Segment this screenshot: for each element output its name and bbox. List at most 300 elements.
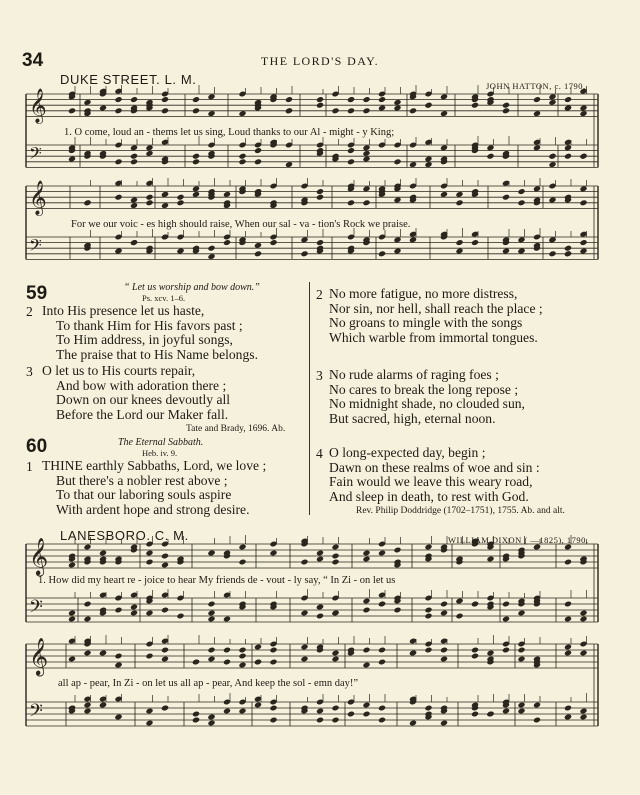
note-head [548,197,556,204]
note-head [83,616,91,623]
note-head [83,702,91,709]
note-head [393,105,401,112]
note-head [223,191,231,198]
note-head [83,601,91,608]
note-head [362,150,370,157]
note-head [130,239,138,246]
verse-number: 3 [26,364,33,379]
note-head [393,99,401,106]
hymn-attribution: Tate and Brady, 1696. Ab. [186,424,286,434]
note-head [564,650,572,657]
note-head [145,559,153,566]
note-head [176,199,184,206]
note-head [362,647,370,654]
note-head [533,96,541,103]
note-head [238,158,246,165]
note-head [99,550,107,557]
note-head [378,105,386,112]
note-head [316,556,324,563]
verse-line: O let us to His courts repair, [42,363,196,378]
note-head [455,199,463,206]
note-head [517,708,525,715]
note-head [440,191,448,198]
note-head [161,647,169,654]
verse-line: Fain would we leave this weary road, [329,474,533,490]
note-head [68,616,76,623]
tune-composer-duke-street: JOHN HATTON, c. 1790. [486,81,586,91]
note-head [223,647,231,654]
tune-lyrics-line: all ap - pear, In Zi - on let us all ap - pear, And keep the sol - emn day!” [58,678,359,689]
note-head [440,110,448,117]
note-head [254,147,262,154]
hymn-heading: “ Let us worship and bow down.” [124,282,260,293]
note-head [347,107,355,114]
verse-block [329,446,540,504]
note-head [192,96,200,103]
note-head [207,720,215,727]
note-head [269,659,277,666]
note-head [471,647,479,654]
note-head [409,650,417,657]
hymn-attribution: Rev. Philip Doddridge (1702–1751), 1755. Ab. and alt. [356,506,565,516]
note-head [548,153,556,160]
note-head [564,153,572,160]
note-head [269,647,277,654]
note-head [424,647,432,654]
tune-lyrics-line: 1. How did my heart re - joice to hear My friends de - vout - ly say, “ In Zi - on let us [38,575,396,586]
note-head [161,191,169,198]
note-head [207,616,215,623]
note-head [362,556,370,563]
hymn-reference: Heb. iv. 9. [142,448,178,458]
note-head [579,714,587,721]
note-head [455,598,463,605]
note-head [331,559,339,566]
note-head [223,659,231,666]
note-head [362,607,370,614]
note-head [579,650,587,657]
note-head [331,650,339,657]
note-head [362,107,370,114]
note-head [130,96,138,103]
note-head [455,239,463,246]
note-head [517,236,525,243]
note-head [471,653,479,660]
note-head [362,711,370,718]
note-head [68,656,76,663]
note-head [145,610,153,617]
note-head [238,110,246,117]
note-head [99,105,107,112]
verse-line: Down on our knees devoutly all [56,392,231,408]
note-head [285,161,293,168]
note-head [517,199,525,206]
note-head [440,601,448,608]
note-head [145,720,153,727]
verse-line: And bow with adoration there ; [56,377,227,393]
note-head [130,144,138,151]
note-head [285,107,293,114]
verse-line: But there's a nobler rest above ; [56,472,228,488]
treble-clef-icon: 𝄞 [29,180,47,216]
note-head [409,107,417,114]
note-head [331,656,339,663]
note-head [331,610,339,617]
note-head [378,601,386,608]
note-head [316,717,324,724]
note-head [238,662,246,669]
note-head [362,156,370,163]
note-head [424,607,432,614]
note-head [207,656,215,663]
note-head [486,144,494,151]
note-head [440,720,448,727]
note-head [424,156,432,163]
note-head [471,711,479,718]
verse-line: With ardent hope and strong desire. [56,501,250,517]
note-head [347,158,355,165]
note-head [300,250,308,257]
note-head [316,708,324,715]
verse-line: And sleep in death, to rest with God. [329,488,529,504]
note-head [471,601,479,608]
note-head [440,656,448,663]
note-head [579,185,587,192]
note-head [285,96,293,103]
note-head [424,161,432,168]
note-head [83,708,91,715]
note-head [130,610,138,617]
note-head [579,110,587,117]
note-head [207,245,215,252]
note-head [548,236,556,243]
note-head [300,610,308,617]
note-head [347,147,355,154]
note-head [424,705,432,712]
note-head [161,202,169,209]
note-head [192,158,200,165]
note-head [579,248,587,255]
hymn-heading: The Eternal Sabbath. [118,437,204,448]
note-head [564,616,572,623]
note-head [393,248,401,255]
note-head [161,107,169,114]
bass-clef-icon: 𝄢 [29,142,42,167]
note-head [471,102,479,109]
note-head [579,153,587,160]
note-head [176,613,184,620]
note-head [347,96,355,103]
note-head [517,188,525,195]
note-head [83,650,91,657]
verse-number: 2 [26,304,33,319]
treble-clef-icon: 𝄞 [29,637,49,675]
note-head [331,544,339,551]
note-head [99,650,107,657]
bass-clef-icon: 𝄢 [29,597,43,622]
note-head [362,96,370,103]
verse-line: No groans to mingle with the songs [329,315,523,331]
verse-line: Before the Lord our Maker fall. [56,406,229,422]
note-head [362,185,370,192]
verse-line: No midnight shade, no clouded sun, [329,396,525,412]
verse-line: But sacred, high, eternal noon. [329,410,496,426]
note-head [564,250,572,257]
note-head [486,711,494,718]
note-head [161,562,169,569]
tune-title-duke-street: DUKE STREET. L. M. [60,72,197,87]
note-head [114,107,122,114]
note-head [471,239,479,246]
note-head [409,236,417,243]
running-head: THE LORD'S DAY. [260,54,380,68]
note-head [161,607,169,614]
note-head [145,194,153,201]
note-head [533,144,541,151]
page-number: 34 [22,50,44,71]
verse-block [42,459,266,517]
note-head [207,647,215,654]
verse-block [42,304,258,362]
note-head [130,197,138,204]
verse-number: 3 [316,368,323,383]
note-head [223,239,231,246]
note-head [161,96,169,103]
note-head [300,656,308,663]
note-head [161,705,169,712]
note-head [548,250,556,257]
verse-line: No more fatigue, no more distress, [329,286,518,301]
note-head [114,653,122,660]
verse-line: Dawn on these realms of woe and sin : [329,459,540,475]
note-head [548,93,556,100]
bass-clef-icon: 𝄢 [29,234,42,259]
note-head [331,705,339,712]
note-head [517,610,525,617]
note-head [114,158,122,165]
note-head [579,616,587,623]
note-head [579,610,587,617]
note-head [393,158,401,165]
note-head [130,158,138,165]
note-head [424,102,432,109]
note-head [564,96,572,103]
note-head [68,610,76,617]
note-head [362,550,370,557]
note-head [378,96,386,103]
note-head [564,644,572,651]
hymn-number: 59 [26,283,48,304]
note-head [564,714,572,721]
note-head [207,714,215,721]
verse-line: To that our laboring souls aspire [56,487,232,503]
note-head [83,199,91,206]
note-head [316,604,324,611]
note-head [192,107,200,114]
note-head [192,191,200,198]
note-head [331,107,339,114]
note-head [145,199,153,206]
note-head [362,199,370,206]
verse-line: Into His presence let us haste, [42,303,205,318]
note-head [192,185,200,192]
bass-clef-icon: 𝄢 [29,701,43,726]
verse-line: Nor sin, nor hell, shall reach the place ; [329,300,543,316]
note-head [533,702,541,709]
note-head [440,144,448,151]
note-head [378,647,386,654]
note-head [533,185,541,192]
note-head [238,153,246,160]
note-head [130,604,138,611]
note-head [300,559,308,566]
verse-number: 2 [316,287,323,302]
tune-lyrics-line: For we our voic - es high should raise, When our sal - va - tion's Rock we praise. [71,219,411,230]
note-head [564,705,572,712]
note-head [300,644,308,651]
verse-block [329,368,525,426]
note-head [517,702,525,709]
note-head [548,161,556,168]
note-head [300,236,308,243]
note-head [238,653,246,660]
verse-line: To Him address, in joyful songs, [56,332,233,348]
note-head [207,610,215,617]
note-head [99,702,107,709]
note-head [316,194,324,201]
note-head [176,194,184,201]
note-head [145,144,153,151]
note-head [238,544,246,551]
note-head [316,102,324,109]
note-head [207,253,215,260]
note-head [579,708,587,715]
note-head [564,105,572,112]
note-head [533,717,541,724]
note-head [486,153,494,160]
note-head [378,550,386,557]
note-head [316,239,324,246]
verse-line: No cares to break the long repose ; [329,381,519,397]
note-head [564,601,572,608]
note-head [207,550,215,557]
note-head [114,248,122,255]
note-head [316,550,324,557]
note-head [502,616,510,623]
note-head [207,601,215,608]
note-head [517,647,525,654]
note-head [455,191,463,198]
note-head [378,717,386,724]
note-head [114,662,122,669]
note-head [362,702,370,709]
note-head [207,110,215,117]
note-head [316,96,324,103]
note-head [269,705,277,712]
note-head [378,659,386,666]
note-head [502,601,510,608]
note-head [316,613,324,620]
verse-block [329,287,543,345]
column-divider [309,282,310,515]
note-head [176,248,184,255]
note-head [331,717,339,724]
note-head [68,156,76,163]
note-head [579,239,587,246]
tune-lyrics-line: 1. O come, loud an - thems let us sing, Loud thanks to our Al - might - y King; [64,127,395,138]
note-head [269,239,277,246]
note-head [254,659,262,666]
note-head [161,656,169,663]
note-head [502,107,510,114]
note-head [362,598,370,605]
note-head [409,161,417,168]
hymn-reference: Ps. xcv. 1–6. [142,293,186,303]
note-head [83,99,91,106]
note-head [130,202,138,209]
note-head [533,110,541,117]
treble-clef-icon: 𝄞 [29,88,47,124]
note-head [579,105,587,112]
hymn-number: 60 [26,436,48,457]
note-head [362,144,370,151]
note-head [130,153,138,160]
note-head [145,708,153,715]
note-head [238,559,246,566]
note-head [393,236,401,243]
verse-number: 1 [26,459,33,474]
note-head [409,720,417,727]
verse-line: To thank Him for His favors past ; [56,317,243,333]
note-head [269,550,277,557]
note-head [393,197,401,204]
note-head [223,616,231,623]
note-head [378,705,386,712]
note-head [114,96,122,103]
note-head [502,647,510,654]
note-head [254,242,262,249]
tune-title-lanesboro: LANESBORO. C. M. [60,528,189,543]
note-head [207,93,215,100]
note-head [331,553,339,560]
verse-line: No rude alarms of raging foes ; [329,367,499,382]
note-head [502,102,510,109]
note-head [502,248,510,255]
note-head [502,194,510,201]
note-head [238,647,246,654]
verse-line: THINE earthly Sabbaths, Lord, we love ; [42,458,267,473]
note-head [517,248,525,255]
treble-clef-icon: 𝄞 [29,537,49,575]
note-head [347,199,355,206]
tune-composer-lanesboro: WILLIAM DIXON ( —1825), 1790. [448,535,589,545]
note-head [254,158,262,165]
note-head [378,250,386,257]
note-head [564,245,572,252]
note-head [192,659,200,666]
note-head [145,550,153,557]
verse-line: Which warble from immortal tongues. [329,329,538,345]
note-head [424,613,432,620]
note-head [83,544,91,551]
note-head [517,656,525,663]
note-head [564,144,572,151]
note-head [316,188,324,195]
note-head [192,717,200,724]
note-head [145,150,153,157]
note-head [440,93,448,100]
note-head [68,562,76,569]
